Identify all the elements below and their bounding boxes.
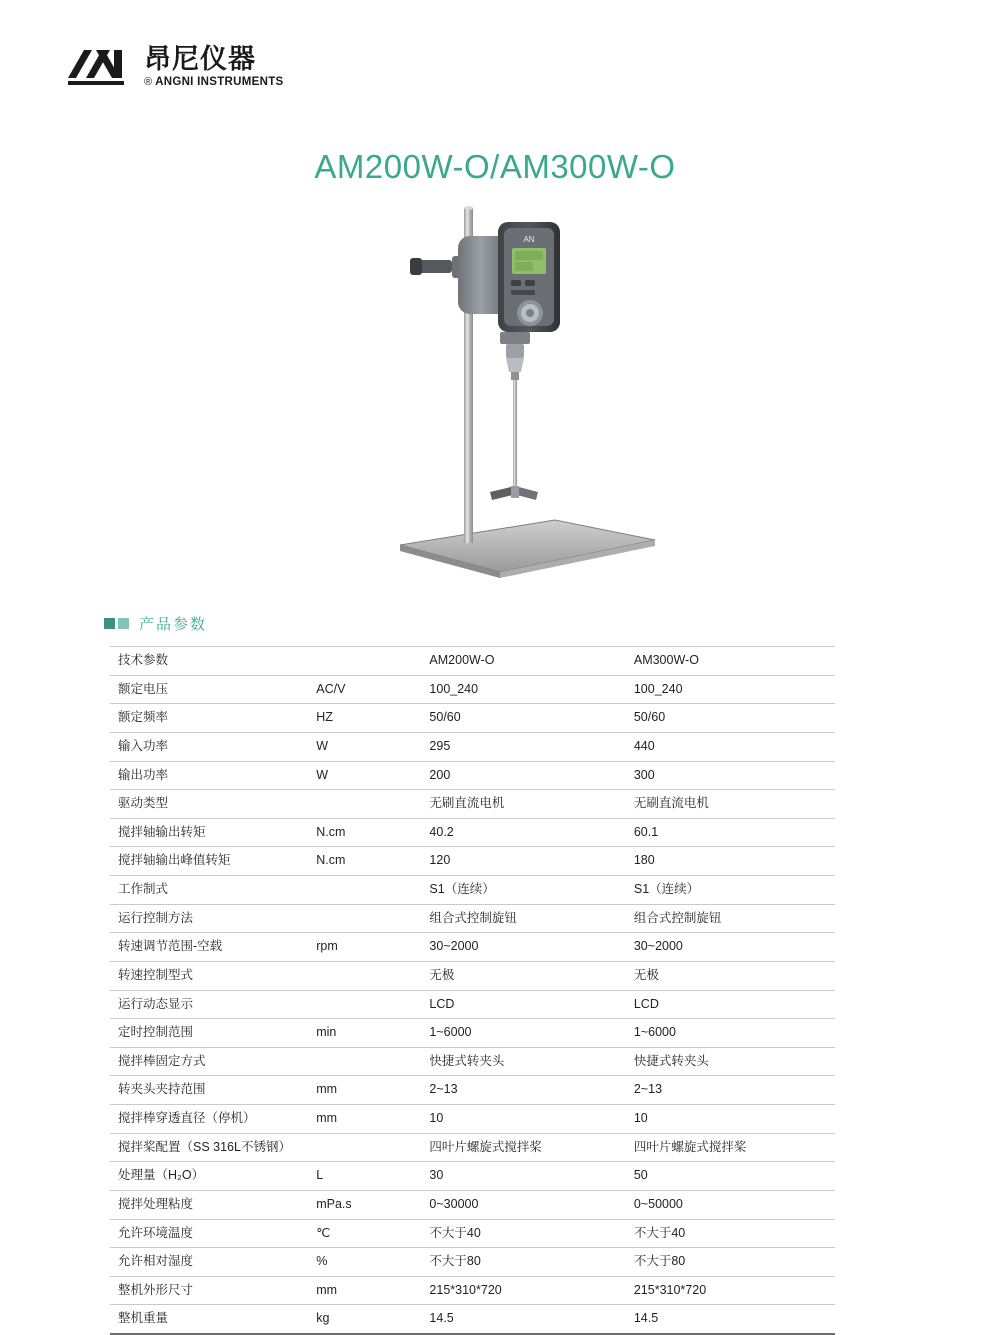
- cell-parameter: 额定频率: [110, 704, 308, 733]
- cell-model-b: 0~50000: [626, 1190, 835, 1219]
- cell-parameter: 整机重量: [110, 1305, 308, 1334]
- logo-mark-icon: [66, 44, 138, 88]
- cell-parameter: 输入功率: [110, 732, 308, 761]
- cell-model-a: 14.5: [421, 1305, 625, 1334]
- cell-model-b: 14.5: [626, 1305, 835, 1334]
- cell-model-b: 60.1: [626, 818, 835, 847]
- table-row: [110, 1019, 835, 1048]
- table-row: [110, 732, 835, 761]
- cell-model-b: 四叶片螺旋式搅拌桨: [626, 1133, 835, 1162]
- table-row: [110, 1133, 835, 1162]
- cell-model-b: LCD: [626, 990, 835, 1019]
- cell-model-a: LCD: [421, 990, 625, 1019]
- cell-model-a: 30: [421, 1162, 625, 1191]
- cell-model-a: 0~30000: [421, 1190, 625, 1219]
- cell-unit: L: [308, 1162, 421, 1191]
- cell-unit: [308, 790, 421, 819]
- cell-parameter: 运行控制方法: [110, 904, 308, 933]
- cell-model-a: 1~6000: [421, 1019, 625, 1048]
- cell-unit: min: [308, 1019, 421, 1048]
- table-row: [110, 1248, 835, 1277]
- cell-model-b: 10: [626, 1105, 835, 1134]
- cell-unit: mm: [308, 1105, 421, 1134]
- cell-model-b: 不大于80: [626, 1248, 835, 1277]
- cell-model-a: 100_240: [421, 675, 625, 704]
- brand-logo: [66, 44, 284, 88]
- cell-unit: [308, 1047, 421, 1076]
- cell-unit: [308, 1133, 421, 1162]
- cell-parameter: 搅拌棒穿透直径（停机）: [110, 1105, 308, 1134]
- cell-model-a: 四叶片螺旋式搅拌桨: [421, 1133, 625, 1162]
- cell-model-b: 215*310*720: [626, 1276, 835, 1305]
- cell-parameter: 工作制式: [110, 876, 308, 905]
- cell-model-a: 10: [421, 1105, 625, 1134]
- table-row: [110, 933, 835, 962]
- cell-unit: ℃: [308, 1219, 421, 1248]
- cell-model-a: 2~13: [421, 1076, 625, 1105]
- section-bullet-dark-icon: [104, 618, 115, 629]
- table-row: [110, 904, 835, 933]
- cell-parameter: 搅拌棒固定方式: [110, 1047, 308, 1076]
- table-row: [110, 847, 835, 876]
- cell-model-a: 30~2000: [421, 933, 625, 962]
- cell-parameter: 搅拌轴输出转矩: [110, 818, 308, 847]
- cell-parameter: 定时控制范围: [110, 1019, 308, 1048]
- table-row: [110, 990, 835, 1019]
- cell-model-a: S1（连续）: [421, 876, 625, 905]
- table-row: [110, 1305, 835, 1334]
- page-title: AM200W-O/AM300W-O: [314, 148, 676, 185]
- cell-model-a: 40.2: [421, 818, 625, 847]
- cell-model-b: 180: [626, 847, 835, 876]
- cell-unit: N.cm: [308, 847, 421, 876]
- cell-unit: mm: [308, 1076, 421, 1105]
- cell-parameter: 转速调节范围-空载: [110, 933, 308, 962]
- table-row: [110, 818, 835, 847]
- cell-model-a: 无极: [421, 961, 625, 990]
- table-row: [110, 876, 835, 905]
- table-body: [110, 647, 835, 1335]
- table-row: [110, 647, 835, 676]
- cell-unit: kg: [308, 1305, 421, 1334]
- cell-parameter: 驱动类型: [110, 790, 308, 819]
- cell-parameter: 运行动态显示: [110, 990, 308, 1019]
- product-image: [380, 200, 680, 600]
- cell-unit: AC/V: [308, 675, 421, 704]
- table-row: [110, 790, 835, 819]
- cell-unit: mm: [308, 1276, 421, 1305]
- cell-model-a: 215*310*720: [421, 1276, 625, 1305]
- cell-model-a: AM200W-O: [421, 647, 625, 676]
- table-row: [110, 675, 835, 704]
- cell-parameter: 额定电压: [110, 675, 308, 704]
- cell-model-a: 200: [421, 761, 625, 790]
- cell-parameter: 允许相对湿度: [110, 1248, 308, 1277]
- cell-unit: [308, 961, 421, 990]
- cell-unit: mPa.s: [308, 1190, 421, 1219]
- cell-model-a: 组合式控制旋钮: [421, 904, 625, 933]
- cell-parameter: 搅拌桨配置（SS 316L不锈钢）: [110, 1133, 308, 1162]
- cell-unit: N.cm: [308, 818, 421, 847]
- cell-model-b: S1（连续）: [626, 876, 835, 905]
- cell-model-b: AM300W-O: [626, 647, 835, 676]
- section-title: 产品参数: [139, 616, 208, 633]
- cell-unit: [308, 876, 421, 905]
- cell-model-b: 无刷直流电机: [626, 790, 835, 819]
- cell-model-a: 50/60: [421, 704, 625, 733]
- table-row: [110, 1162, 835, 1191]
- cell-model-b: 组合式控制旋钮: [626, 904, 835, 933]
- cell-model-b: 1~6000: [626, 1019, 835, 1048]
- cell-model-b: 无极: [626, 961, 835, 990]
- cell-parameter: 搅拌轴输出峰值转矩: [110, 847, 308, 876]
- table-row: [110, 1190, 835, 1219]
- table-row: [110, 1047, 835, 1076]
- table-row: [110, 1105, 835, 1134]
- table-row: [110, 1219, 835, 1248]
- cell-parameter: 转夹头夹持范围: [110, 1076, 308, 1105]
- cell-model-b: 100_240: [626, 675, 835, 704]
- logo-chinese-name: 昂尼仪器: [144, 44, 256, 74]
- cell-model-b: 快捷式转夹头: [626, 1047, 835, 1076]
- cell-parameter: 技术参数: [110, 647, 308, 676]
- cell-unit: [308, 647, 421, 676]
- cell-model-b: 30~2000: [626, 933, 835, 962]
- logo-english-name: ANGNI INSTRUMENTS: [155, 76, 284, 89]
- cell-unit: [308, 990, 421, 1019]
- cell-model-a: 无刷直流电机: [421, 790, 625, 819]
- cell-unit: W: [308, 732, 421, 761]
- specifications-table: [110, 646, 835, 1335]
- table-row: [110, 961, 835, 990]
- cell-unit: [308, 904, 421, 933]
- cell-model-b: 不大于40: [626, 1219, 835, 1248]
- cell-parameter: 允许环境温度: [110, 1219, 308, 1248]
- cell-parameter: 处理量（H₂O）: [110, 1162, 308, 1191]
- cell-unit: W: [308, 761, 421, 790]
- cell-parameter: 搅拌处理粘度: [110, 1190, 308, 1219]
- cell-unit: %: [308, 1248, 421, 1277]
- cell-model-b: 50: [626, 1162, 835, 1191]
- cell-parameter: 输出功率: [110, 761, 308, 790]
- table-row: [110, 761, 835, 790]
- cell-parameter: 整机外形尺寸: [110, 1276, 308, 1305]
- registered-trademark-icon: ®: [144, 76, 153, 89]
- section-bullet-light-icon: [118, 618, 129, 629]
- cell-model-a: 295: [421, 732, 625, 761]
- cell-parameter: 转速控制型式: [110, 961, 308, 990]
- cell-model-a: 快捷式转夹头: [421, 1047, 625, 1076]
- cell-model-b: 440: [626, 732, 835, 761]
- svg-text:AN: AN: [523, 235, 535, 244]
- cell-model-b: 2~13: [626, 1076, 835, 1105]
- cell-unit: HZ: [308, 704, 421, 733]
- section-header: [104, 613, 207, 634]
- cell-unit: rpm: [308, 933, 421, 962]
- cell-model-a: 不大于80: [421, 1248, 625, 1277]
- cell-model-b: 50/60: [626, 704, 835, 733]
- table-row: [110, 1276, 835, 1305]
- cell-model-b: 300: [626, 761, 835, 790]
- cell-model-a: 120: [421, 847, 625, 876]
- table-row: [110, 1076, 835, 1105]
- table-row: [110, 704, 835, 733]
- cell-model-a: 不大于40: [421, 1219, 625, 1248]
